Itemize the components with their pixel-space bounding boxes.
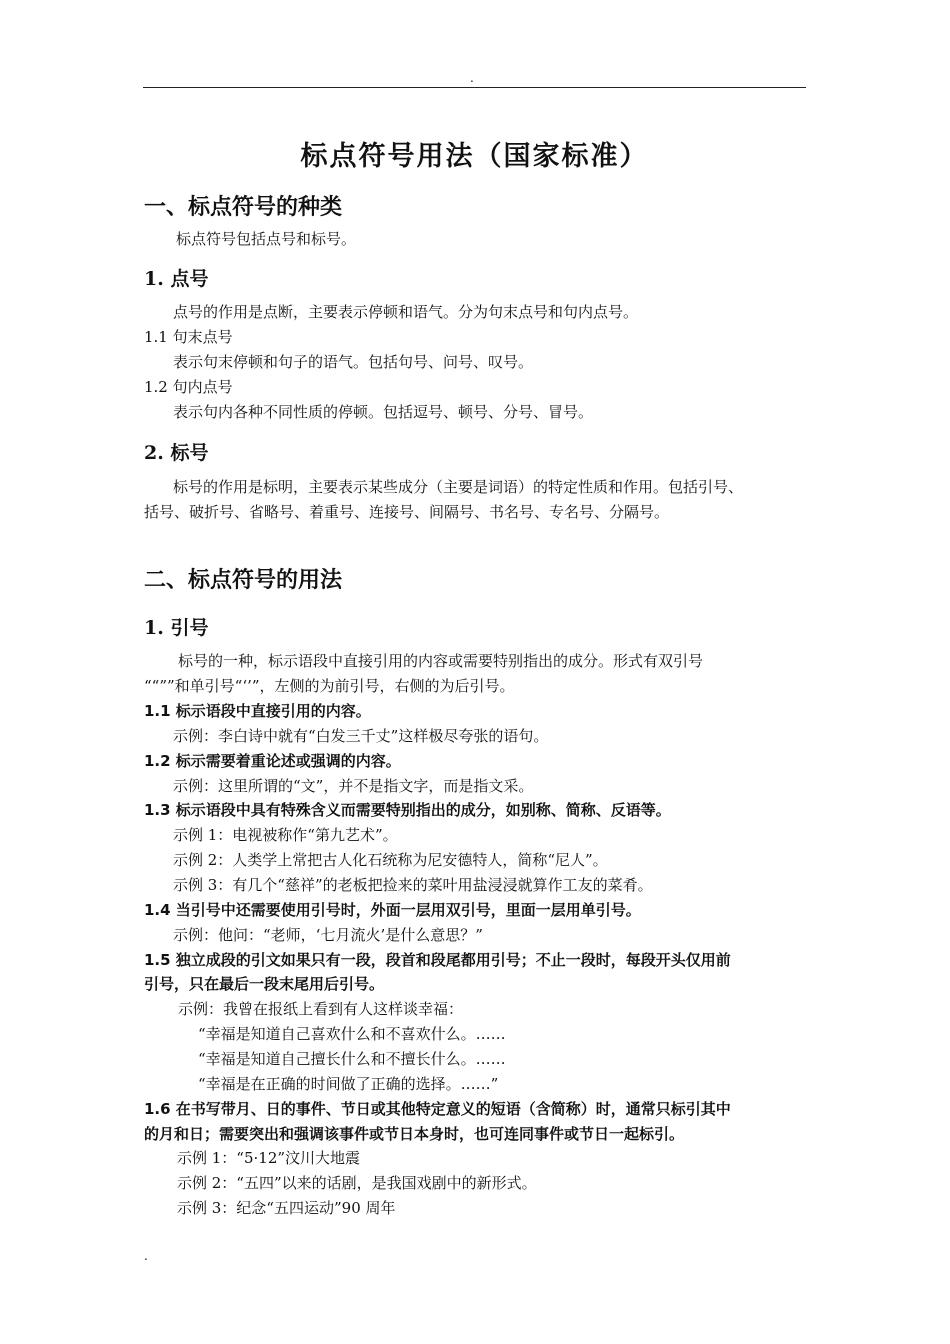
- text-line: 1.1 句末点号: [144, 328, 233, 346]
- text-line: 1.5 独立成段的引文如果只有一段，段首和段尾都用引号；不止一段时，每段开头仅用前: [144, 951, 731, 969]
- text-line: 点号的作用是点断，主要表示停顿和语气。分为句末点号和句内点号。: [173, 303, 639, 321]
- header-rule: [143, 87, 806, 88]
- text-line: 1.1 标示语段中直接引用的内容。: [144, 702, 371, 720]
- text-line: 1.2 句内点号: [144, 378, 233, 396]
- text-line: 示例：李白诗中就有“白发三千丈”这样极尽夸张的语句。: [173, 727, 549, 745]
- text-line: 示例 2：“五四”以来的话剧，是我国戏剧中的新形式。: [177, 1174, 537, 1192]
- section-heading: 一、标点符号的种类: [144, 195, 343, 220]
- text-line: 标号的作用是标明，主要表示某些成分（主要是词语）的特定性质和作用。包括引号、: [173, 478, 744, 496]
- text-line: 引号，只在最后一段末尾用后引号。: [144, 975, 385, 993]
- footer-mark: .: [144, 1249, 148, 1263]
- text-line: 示例：我曾在报纸上看到有人这样谈幸福：: [178, 1000, 464, 1018]
- text-line: 1.6 在书写带月、日的事件、节日或其他特定意义的短语（含简称）时，通常只标引其中: [144, 1100, 731, 1118]
- text-line: 示例 1：电视被称作“第九艺术”。: [173, 826, 398, 844]
- section-heading: 1. 引号: [144, 617, 209, 639]
- text-line: 标点符号包括点号和标号。: [176, 230, 357, 248]
- text-line: “幸福是知道自己喜欢什么和不喜欢什么。……: [198, 1025, 506, 1043]
- text-line: 示例：这里所谓的“文”，并不是指文字，而是指文采。: [173, 777, 534, 795]
- section-heading: 2. 标号: [144, 442, 209, 464]
- text-line: “幸福是在正确的时间做了正确的选择。……”: [198, 1075, 499, 1093]
- text-line: 示例 1：“5·12”汶川大地震: [177, 1149, 361, 1167]
- text-line: 示例 3：有几个“慈祥”的老板把捡来的菜叶用盐浸浸就算作工友的菜肴。: [173, 876, 653, 894]
- section-heading: 二、标点符号的用法: [144, 568, 343, 593]
- text-line: 的月和日；需要突出和强调该事件或节日本身时，也可连同事件或节日一起标引。: [144, 1125, 685, 1143]
- text-line: 示例 2：人类学上常把古人化石统称为尼安德特人，简称“尼人”。: [173, 851, 608, 869]
- text-line: 表示句内各种不同性质的停顿。包括逗号、顿号、分号、冒号。: [173, 403, 594, 421]
- text-line: 示例：他问：“老师，‘七月流火’是什么意思？”: [173, 926, 483, 944]
- text-line: 1.4 当引号中还需要使用引号时，外面一层用双引号，里面一层用单引号。: [144, 901, 641, 919]
- text-line: 表示句末停顿和句子的语气。包括句号、问号、叹号。: [173, 353, 534, 371]
- text-line: 1.2 标示需要着重论述或强调的内容。: [144, 752, 401, 770]
- text-line: 标号的一种，标示语段中直接引用的内容或需要特别指出的成分。形式有双引号: [178, 652, 704, 670]
- section-heading: 1. 点号: [144, 268, 209, 290]
- text-line: 括号、破折号、省略号、着重号、连接号、间隔号、书名号、专名号、分隔号。: [144, 503, 670, 521]
- header-mark: .: [470, 71, 474, 85]
- text-line: ““””和单引号“‘’”，左侧的为前引号，右侧的为后引号。: [144, 677, 515, 695]
- text-line: 示例 3：纪念“五四运动”90 周年: [177, 1199, 396, 1217]
- document-title: 标点符号用法（国家标准）: [300, 141, 649, 172]
- text-line: “幸福是知道自己擅长什么和不擅长什么。……: [198, 1050, 506, 1068]
- text-line: 1.3 标示语段中具有特殊含义而需要特别指出的成分，如别称、简称、反语等。: [144, 801, 671, 819]
